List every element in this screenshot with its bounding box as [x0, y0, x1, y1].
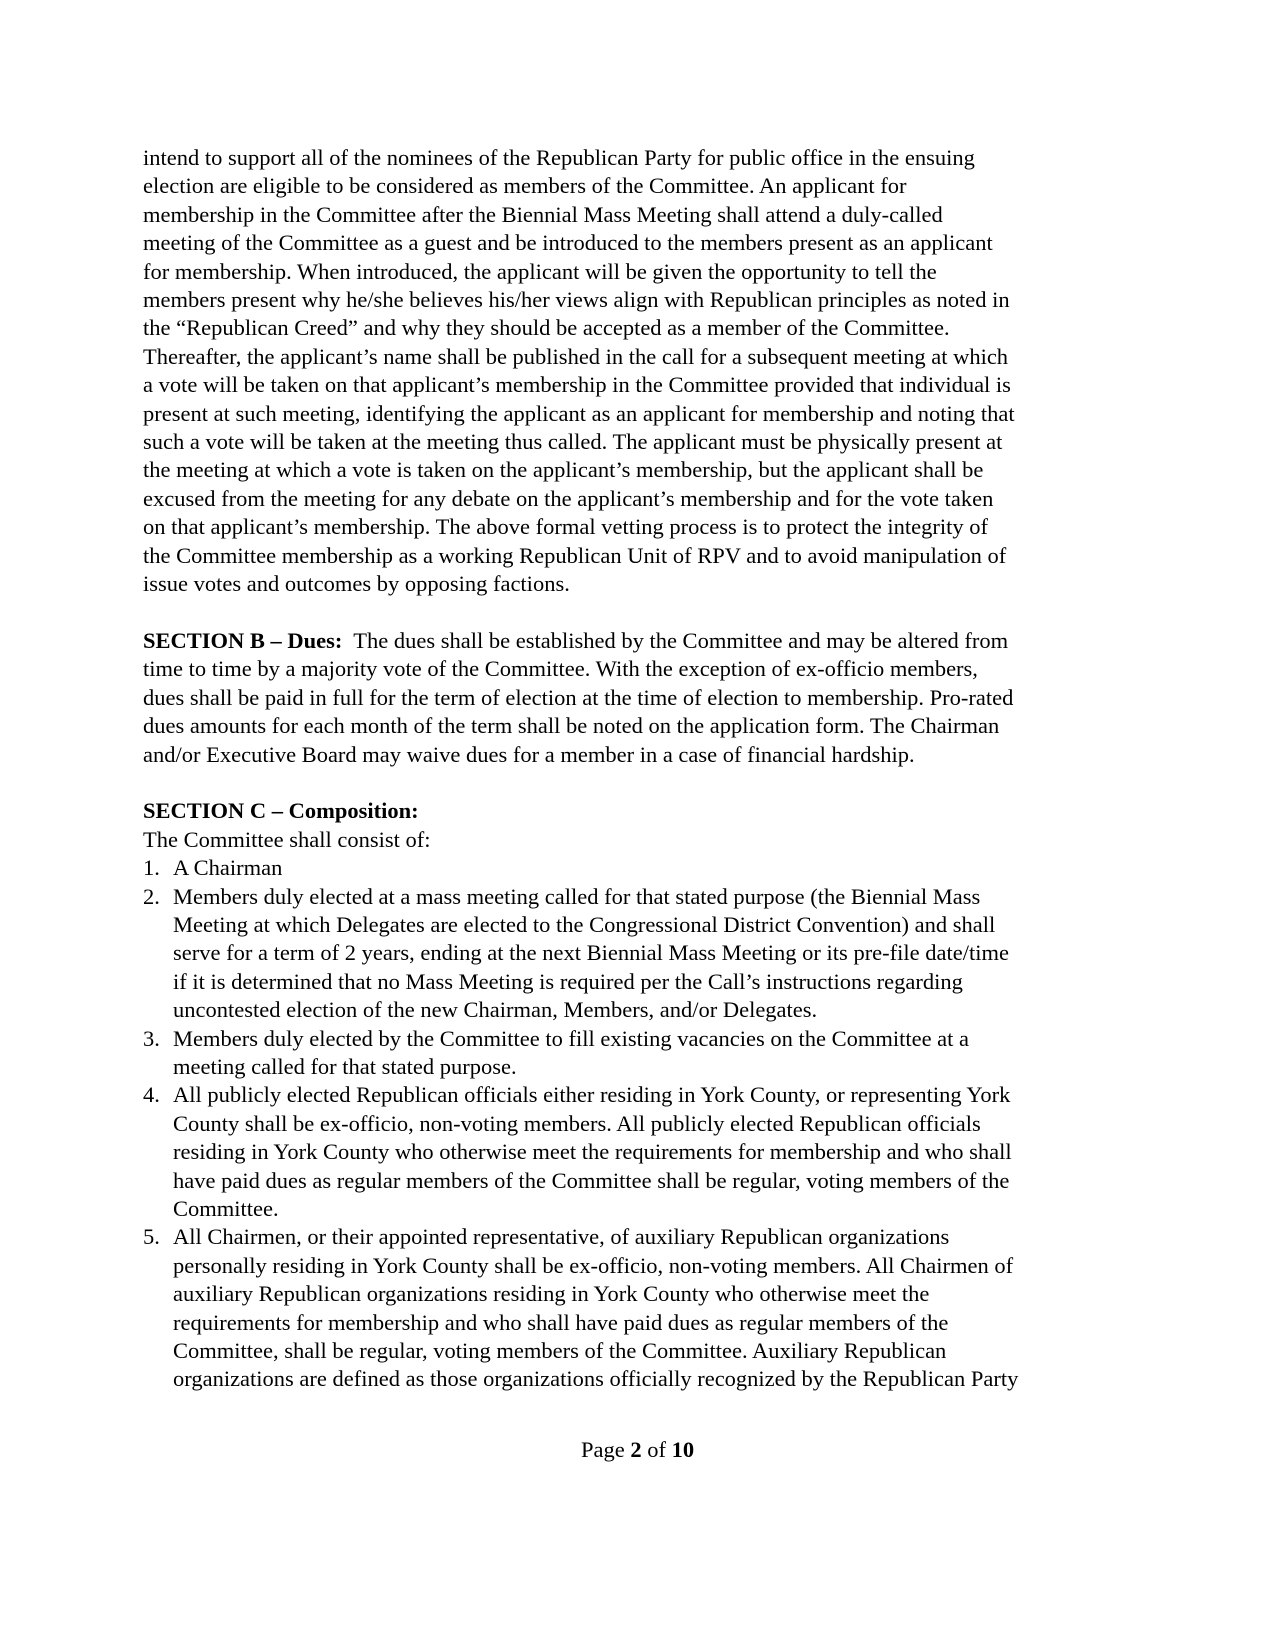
text-line: dues amounts for each month of the term shall be noted on the application form. The Chairman — [143, 713, 1000, 739]
text-line: issue votes and outcomes by opposing factions. — [143, 571, 570, 597]
text-line: residing in York County who otherwise meet the requirements for membership and who shall — [173, 1139, 1012, 1165]
text-line: Members duly elected by the Committee to fill existing vacancies on the Committee at a — [173, 1025, 970, 1051]
text-line: and/or Executive Board may waive dues for a member in a case of financial hardship. — [143, 741, 915, 767]
text-line: meeting called for that stated purpose. — [173, 1053, 517, 1079]
list-item — [143, 854, 1083, 882]
text-line: serve for a term of 2 years, ending at the next Biennial Mass Meeting or its pre-file date/time — [173, 940, 1009, 966]
section-c-composition — [143, 797, 1083, 1394]
total-pages-number: 10 — [671, 1437, 695, 1462]
section-c-intro: The Committee shall consist of: — [143, 826, 431, 852]
text-line: membership in the Committee after the Biennial Mass Meeting shall attend a duly-called — [143, 201, 943, 227]
list-number: 2. — [143, 883, 160, 909]
text-line — [143, 627, 1083, 655]
text-line: time to time by a majority vote of the Committee. With the exception of ex-officio members, — [143, 656, 978, 682]
paragraph-spacer — [143, 769, 1083, 797]
text-line: All Chairmen, or their appointed representative, of auxiliary Republican organizations — [173, 1224, 950, 1250]
text-line: A Chairman — [173, 855, 283, 881]
text-line: if it is determined that no Mass Meeting is required per the Call’s instructions regarding — [173, 968, 963, 994]
text-line: dues shall be paid in full for the term of election at the time of election to membership. Pro-rated — [143, 684, 1014, 710]
text-line: personally residing in York County shall be ex-officio, non-voting members. All Chairmen of — [173, 1252, 1014, 1278]
list-number: 1. — [143, 855, 160, 881]
text-line: for membership. When introduced, the applicant will be given the opportunity to tell the — [143, 258, 937, 284]
list-item — [143, 883, 1083, 1025]
text-line: Members duly elected at a mass meeting called for that stated purpose (the Biennial Mass — [173, 883, 981, 909]
text-line: present at such meeting, identifying the applicant as an applicant for membership and noting that — [143, 400, 1015, 426]
section-b-dues — [143, 627, 1083, 769]
page-footer — [0, 1436, 1275, 1464]
text-line: uncontested election of the new Chairman, Members, and/or Delegates. — [173, 997, 818, 1023]
section-b-heading: SECTION B – Dues: — [143, 627, 343, 653]
text-line: requirements for membership and who shall have paid dues as regular members of the — [173, 1309, 949, 1335]
list-number: 3. — [143, 1025, 160, 1051]
text-line: such a vote will be taken at the meeting thus called. The applicant must be physically present at — [143, 429, 1003, 455]
text-line: the “Republican Creed” and why they should be accepted as a member of the Committee. — [143, 315, 950, 341]
text-line: excused from the meeting for any debate on the applicant’s membership and for the vote taken — [143, 485, 994, 511]
section-c-heading: SECTION C – Composition: — [143, 798, 419, 824]
composition-list — [143, 854, 1083, 1394]
text-line: Thereafter, the applicant’s name shall be published in the call for a subsequent meeting at which — [143, 343, 1009, 369]
text-line: Meeting at which Delegates are elected to the Congressional District Convention) and shall — [173, 911, 996, 937]
membership-paragraph — [143, 144, 1083, 599]
text-line: auxiliary Republican organizations residing in York County who otherwise meet the — [173, 1281, 930, 1307]
list-item — [143, 1081, 1083, 1223]
paragraph-spacer — [143, 599, 1083, 627]
of-label: of — [641, 1437, 672, 1462]
text-line: All publicly elected Republican officials either residing in York County, or representing York — [173, 1082, 1011, 1108]
text-line: on that applicant’s membership. The above formal vetting process is to protect the integrity of — [143, 514, 988, 540]
text-line: the Committee membership as a working Republican Unit of RPV and to avoid manipulation of — [143, 542, 1007, 568]
list-number: 5. — [143, 1224, 160, 1250]
list-number: 4. — [143, 1082, 160, 1108]
text-line: election are eligible to be considered as members of the Committee. An applicant for — [143, 173, 907, 199]
current-page-number: 2 — [630, 1437, 642, 1462]
text-line: Committee, shall be regular, voting members of the Committee. Auxiliary Republican — [173, 1338, 947, 1364]
text-line: a vote will be taken on that applicant’s membership in the Committee provided that individual is — [143, 372, 1011, 398]
text-line: the meeting at which a vote is taken on the applicant’s membership, but the applicant shall be — [143, 457, 984, 483]
page-content — [143, 144, 1083, 1394]
text-line: County shall be ex-officio, non-voting members. All publicly elected Republican officials — [173, 1110, 981, 1136]
text-line: intend to support all of the nominees of the Republican Party for public office in the ensuing — [143, 145, 975, 170]
section-b-first-line: The dues shall be established by the Committee and may be altered from — [342, 627, 1009, 653]
text-line: members present why he/she believes his/her views align with Republican principles as noted in — [143, 287, 1010, 313]
text-line: Committee. — [173, 1196, 279, 1221]
text-line: meeting of the Committee as a guest and be introduced to the members present as an applicant — [143, 230, 993, 256]
text-line: have paid dues as regular members of the Committee shall be regular, voting members of the — [173, 1167, 1010, 1193]
list-item — [143, 1223, 1083, 1393]
text-line: organizations are defined as those organizations officially recognized by the Republican Party — [173, 1366, 1019, 1392]
page-label: Page — [580, 1437, 631, 1462]
list-item — [143, 1025, 1083, 1082]
